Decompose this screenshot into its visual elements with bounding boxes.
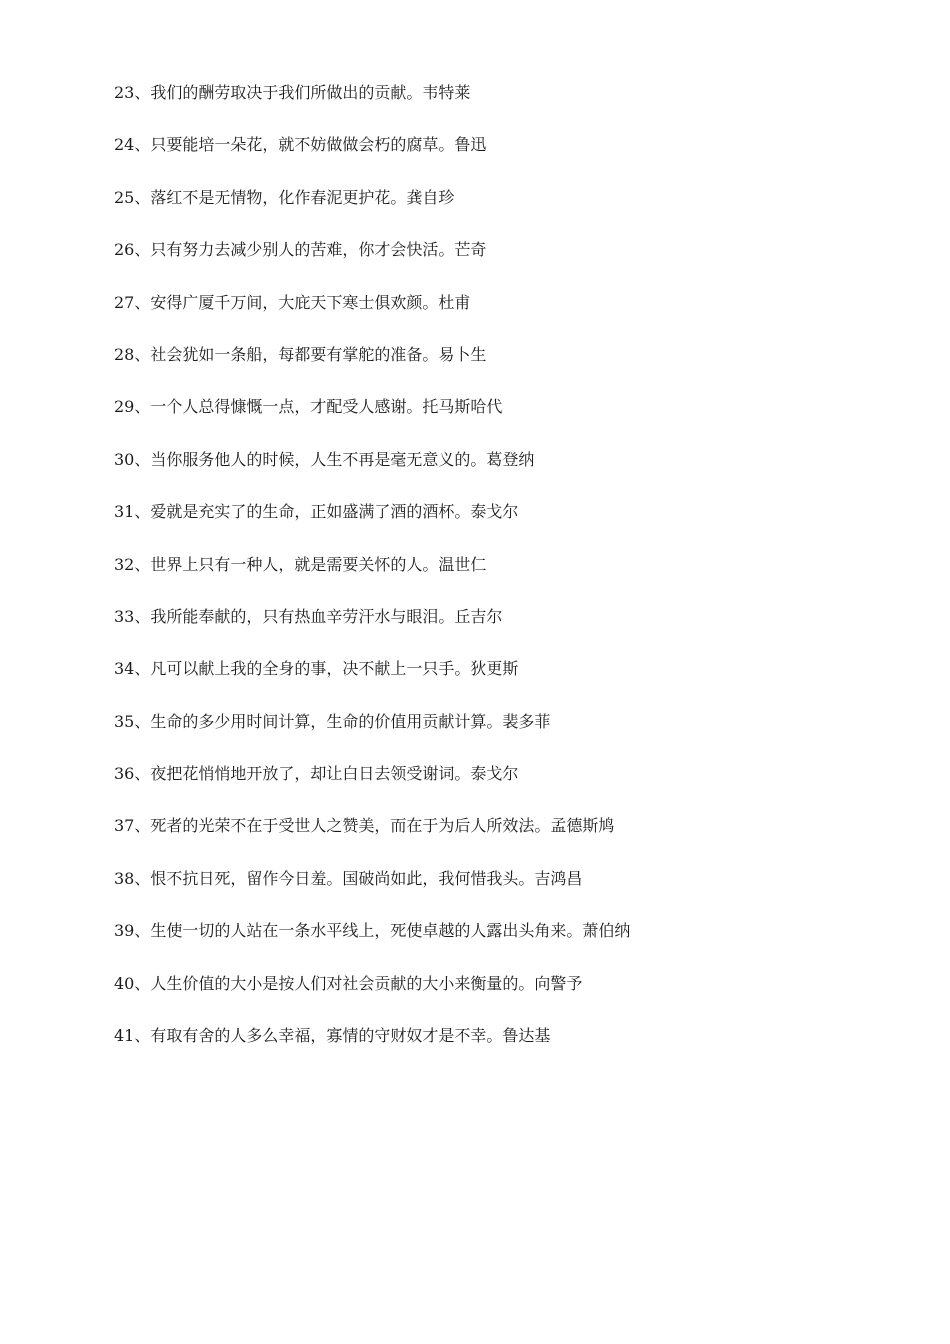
quote-item: 40、人生价值的大小是按人们对社会贡献的大小来衡量的。向警予 <box>114 973 583 993</box>
quote-item: 39、生使一切的人站在一条水平线上，死使卓越的人露出头角来。萧伯纳 <box>114 921 631 941</box>
quote-item: 29、一个人总得慷慨一点，才配受人感谢。托马斯哈代 <box>114 397 503 417</box>
quote-item: 26、只有努力去减少别人的苦难，你才会快活。芒奇 <box>114 240 487 260</box>
quote-item: 36、夜把花悄悄地开放了，却让白日去领受谢词。泰戈尔 <box>114 764 519 784</box>
quote-item: 28、社会犹如一条船，每都要有掌舵的准备。易卜生 <box>114 344 487 364</box>
quote-item: 37、死者的光荣不在于受世人之赞美，而在于为后人所效法。孟德斯鸠 <box>114 816 615 836</box>
quote-item: 25、落红不是无情物，化作春泥更护花。龚自珍 <box>114 187 455 207</box>
quote-item: 31、爱就是充实了的生命，正如盛满了酒的酒杯。泰戈尔 <box>114 502 519 522</box>
quote-item: 38、恨不抗日死，留作今日羞。国破尚如此，我何惜我头。吉鸿昌 <box>114 868 583 888</box>
quote-item: 34、凡可以献上我的全身的事，决不献上一只手。狄更斯 <box>114 659 519 679</box>
quote-list <box>114 80 914 1075</box>
quote-item: 24、只要能培一朵花，就不妨做做会朽的腐草。鲁迅 <box>114 135 487 155</box>
quote-item: 33、我所能奉献的，只有热血辛劳汗水与眼泪。丘吉尔 <box>114 606 503 626</box>
quote-item: 32、世界上只有一种人，就是需要关怀的人。温世仁 <box>114 554 487 574</box>
quote-item: 23、我们的酬劳取决于我们所做出的贡献。韦特莱 <box>114 83 471 102</box>
quote-item: 30、当你服务他人的时候，人生不再是毫无意义的。葛登纳 <box>114 449 535 469</box>
quote-item: 41、有取有舍的人多么幸福，寡情的守财奴才是不幸。鲁达基 <box>114 1026 551 1046</box>
quote-item: 35、生命的多少用时间计算，生命的价值用贡献计算。裴多菲 <box>114 711 551 731</box>
quote-item: 27、安得广厦千万间，大庇天下寒士俱欢颜。杜甫 <box>114 292 471 312</box>
